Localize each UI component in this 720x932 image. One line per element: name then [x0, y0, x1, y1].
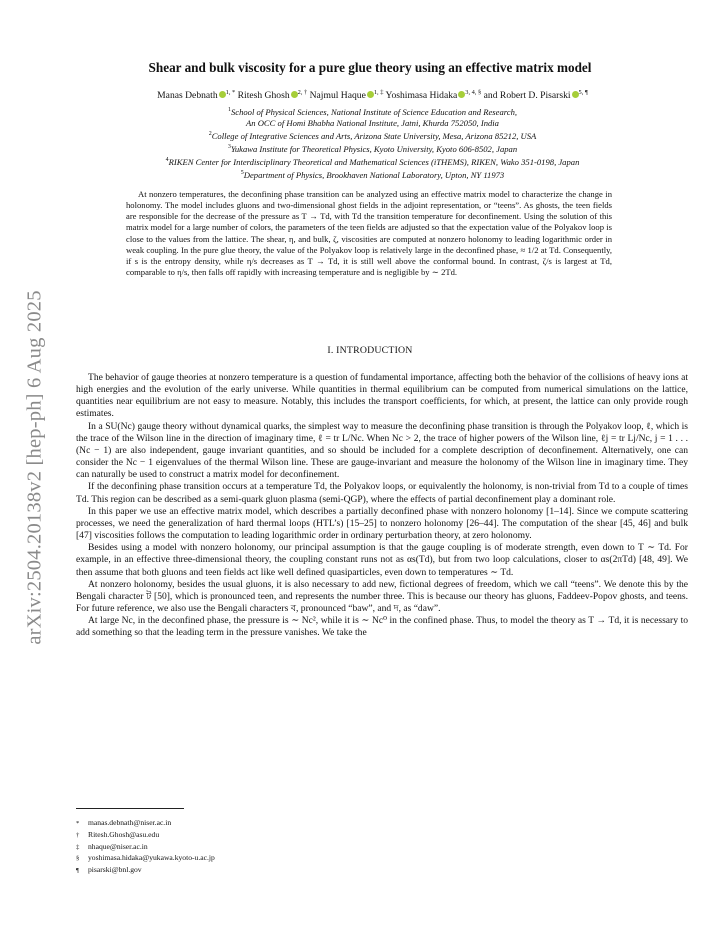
footnote: ¶ pisarski@bnl.gov: [76, 865, 142, 875]
affiliation: $^5$Department of Physics, Brookhaven National Laboratory, Upton, NY 11973: [240, 170, 505, 181]
orcid-icon[interactable]: [219, 91, 226, 98]
author-name: Manas Debnath: [157, 90, 218, 102]
author-name: Ritesh Ghosh: [237, 90, 290, 102]
paragraph: In a SU(Nc) gauge theory without dynamical quarks, the simplest way to measure the deconfining phase transition is through the Polyakov loop, ℓ, which is the trace of the Wilson line in the direction of imaginary time, ℓ = tr L/Nc. When Nc > 2, the trace of higher powers of the Wilson line, ℓj = tr Lj/Nc, j = 1 . . . (Nc − 1) are also independent, gauge invariant quantities, and so should be included for a complete description of deconfinement. Alternatively, one can consider the Nc − 1 eigenvalues of the thermal Wilson line. These are gauge-invariant and measure the holonomy of the Wilson line in imaginary time. They can naturally be used to construct a matrix model for deconfinement.: [76, 420, 688, 481]
author-affiliation-marks: 2, †: [297, 89, 308, 96]
affiliation: $^2$College of Integrative Sciences and Arts, Arizona State University, Mesa, Arizona 85212, USA: [208, 131, 537, 142]
paragraph: At large Nc, in the deconfined phase, the pressure is ∼ Nc², while it is ∼ Nc⁰ in the confined phase. Thus, to model the theory as T → Td, it is necessary to add something so that the leading term in the pressure vanishes. We take the: [76, 615, 688, 639]
paragraph: In this paper we use an effective matrix model, which describes a partially deconfined phase with nonzero holonomy [1–14]. Since we compute scattering processes, we need the generalization of hard thermal loops (HTL’s) [15–25] to nonzero holonomy [26–44]. The computation of the shear [45, 46] and bulk [47] viscosities follows the computation to leading logarithmic order in ordinary perturbation theory, at zero holonomy.: [76, 505, 688, 542]
affiliation-list: [60, 105, 685, 182]
footnote-email-link[interactable]: yoshimasa.hidaka@yukawa.kyoto-u.ac.jp: [88, 853, 215, 863]
footnote-email-link[interactable]: nhaque@niser.ac.in: [88, 841, 148, 851]
footnote-email-link[interactable]: manas.debnath@niser.ac.in: [88, 818, 172, 827]
paragraph: The behavior of gauge theories at nonzero temperature is a question of fundamental importance, affecting both the behavior of the collisions of heavy ions at high energies and the evolution of the early universe. While quantities in thermal equilibrium can be computed from numerical simulations on the lattice, quantities near equilibrium are not easy to measure. Notably, this includes the transport coefficients, for which, at present, the lattice can only provide rough estimates.: [76, 372, 688, 420]
affiliation-continued: An OCC of Homi Bhabha National Institute, Jatni, Khurda 752050, India: [246, 118, 499, 129]
author-affiliation-marks: 1, ‡: [373, 89, 384, 96]
affiliation: $^3$Yukawa Institute for Theoretical Physics, Kyoto University, Kyoto 606-8502, Japan: [227, 144, 518, 155]
author-list: [60, 89, 685, 101]
author-name: Yoshimasa Hidaka: [385, 90, 458, 102]
orcid-icon[interactable]: [291, 91, 298, 98]
footnote: † Ritesh.Ghosh@asu.edu: [76, 829, 160, 839]
orcid-icon[interactable]: [572, 91, 579, 98]
affiliation: $^1$School of Physical Sciences, National Institute of Science Education and Research,: [227, 106, 518, 117]
paragraph: If the deconfining phase transition occurs at a temperature Td, the Polyakov loops, or equivalently the holonomy, is non-trivial from Td to a couple of times Td. This region can be described as a semi-quark gluon plasma (semi-QGP), where the effects of partial deconfinement play a dominant role.: [76, 481, 688, 505]
author-affiliation-marks: 3, 4, §: [465, 89, 482, 96]
author-name: Robert D. Pisarski: [499, 90, 571, 102]
footnote-divider: [76, 808, 184, 809]
arxiv-stamp-text: arXiv:2504.20138v2 [hep-ph] 6 Aug 2025: [23, 289, 46, 645]
arxiv-stamp: [20, 262, 50, 672]
author-affiliation-marks: 1, *: [225, 89, 236, 96]
affiliation: $^4$RIKEN Center for Interdisciplinary Theoretical and Mathematical Sciences (iTHEMS), RIKEN, Wako 351-0198, Japan: [165, 157, 580, 168]
author-joiner: and: [483, 90, 498, 102]
footnote: § yoshimasa.hidaka@yukawa.kyoto-u.ac.jp: [76, 853, 215, 863]
paragraph: At nonzero holonomy, besides the usual gluons, it is also necessary to add new, fictional degrees of freedom, which we call “teens”. We denote this by the Bengali character ট [50], which is pronounced teen, and represents the number three. This is because our theory has gluons, Faddeev-Popov ghosts, and teens. For future reference, we also use the Bengali characters ব, pronounced “baw”, and দ, as “daw”.: [76, 578, 688, 614]
paragraph: Besides using a model with nonzero holonomy, our principal assumption is that the gauge coupling is of moderate strength, even down to T ∼ Td. For example, in an effective three-dimensional theory, the coupling constant runs not as αs(Td), but from two loop calculations, closer to αs(2πTd) [48, 49]. We then assume that both gluons and teen fields act like well defined quasiparticles, even down to temperatures ∼ Td.: [76, 542, 688, 578]
section-heading: I. INTRODUCTION: [327, 345, 413, 356]
footnote: ‡ nhaque@niser.ac.in: [76, 841, 148, 851]
footnote-email-link[interactable]: pisarski@bnl.gov: [88, 865, 142, 875]
footnote-email-link[interactable]: Ritesh.Ghosh@asu.edu: [88, 829, 160, 839]
body-text: [76, 372, 688, 639]
footnotes: [76, 818, 215, 877]
orcid-icon[interactable]: [367, 91, 374, 98]
author-name: Najmul Haque: [309, 90, 366, 102]
paper-title: Shear and bulk viscosity for a pure glue theory using an effective matrix model: [148, 60, 592, 75]
footnote: * manas.debnath@niser.ac.in: [76, 818, 172, 827]
abstract: At nonzero temperatures, the deconfining phase transition can be analyzed using an effective matrix model to characterize the change in holonomy. The model includes gluons and two-dimensional ghost fields in the adjoint representation, or “teens”. As ghosts, the teen fields are responsible for the decrease of the pressure as T → Td, with Td the transition temperature for deconfinement. Using the solution of this matrix model for a large number of colors, the parameters of the teen fields are adjusted so that the expectation value of the Polyakov loop is close to the values from the lattice. The shear, η, and bulk, ζ, viscosities are computed at nonzero holonomy to leading logarithmic order in weak coupling. In the pure glue theory, the value of the Polyakov loop is relatively large in the deconfined phase, ≈ 1/2 at Td. Consequently, if s is the entropy density, while η/s decreases as T → Td, it is still well above the conformal bound. In contrast, ζ/s is largest at Td, comparable to η/s, then falls off rapidly with increasing temperature and is negligible by ∼ 2Td.: [126, 189, 612, 278]
author-affiliation-marks: 5, ¶: [578, 89, 588, 96]
